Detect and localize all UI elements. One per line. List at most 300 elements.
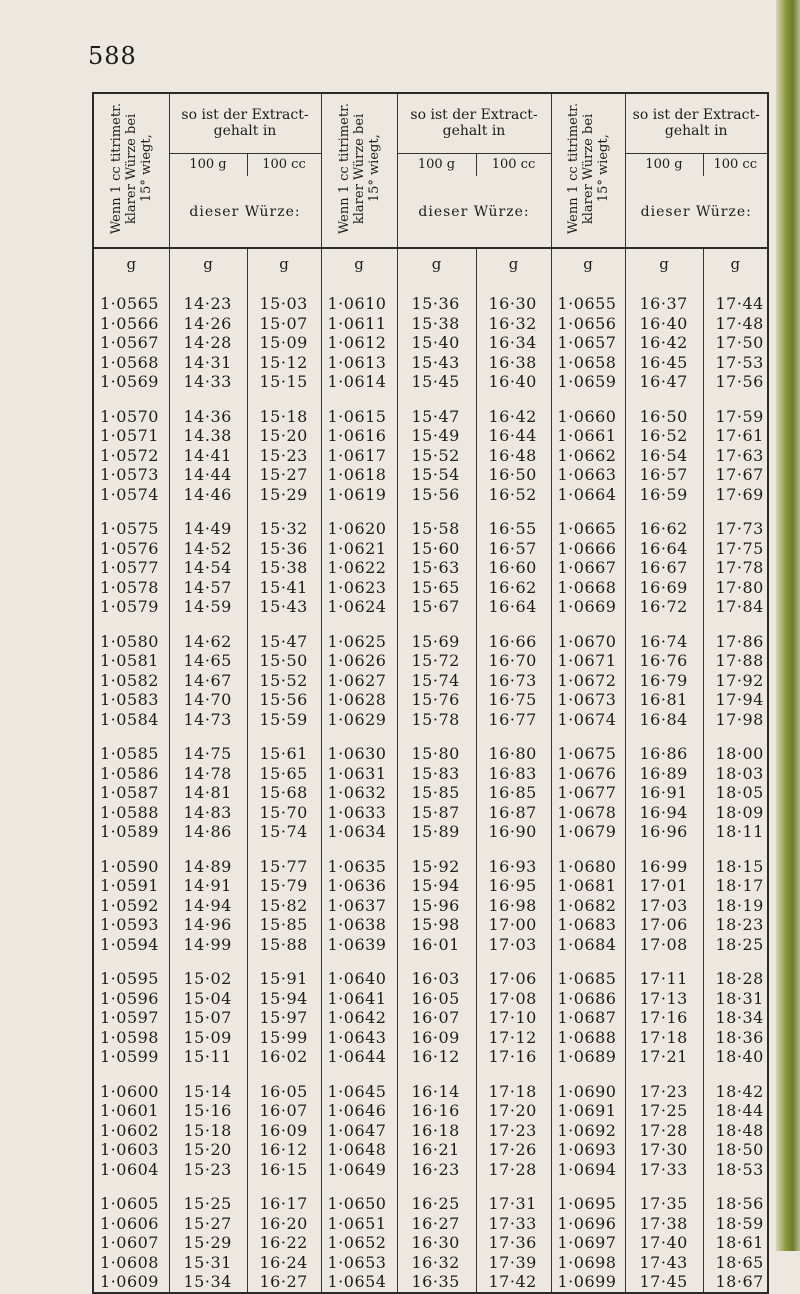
- density-cell: 1·0692: [551, 1121, 625, 1141]
- density-cell: 1·0605: [93, 1194, 169, 1214]
- density-cell: 1·0696: [551, 1214, 625, 1234]
- subheader-100cc: 100 cc: [476, 153, 551, 176]
- extract-100cc-cell: 18·19: [715, 895, 764, 915]
- extract-100cc-cell: 18·61: [715, 1233, 764, 1253]
- spacer-cell: [169, 1067, 247, 1082]
- extract-100cc-cell: 18·53: [715, 1159, 764, 1179]
- extract-100cc-cell: 16·40: [476, 372, 551, 392]
- density-cell: 1·0608: [93, 1253, 169, 1273]
- extract-100g-cell: 15·43: [397, 353, 476, 373]
- spacer-cell: [247, 729, 321, 744]
- density-cell: 1·0682: [551, 896, 625, 916]
- density-cell: 1·0631: [321, 764, 397, 784]
- extract-100cc-cell: 17·42: [476, 1272, 551, 1293]
- table-row: [93, 1140, 768, 1160]
- unit-cell: g: [730, 255, 741, 273]
- extract-100g-cell: 14·99: [169, 935, 247, 955]
- density-cell: 1·0577: [93, 558, 169, 578]
- density-cell: 1·0665: [551, 519, 625, 539]
- table-row: [93, 426, 768, 446]
- density-cell: 1·0617: [321, 446, 397, 466]
- table-row: [93, 446, 768, 466]
- spacer-cell: [551, 279, 625, 294]
- spacer-cell: [703, 392, 768, 407]
- extract-100cc-cell: 17·26: [476, 1140, 551, 1160]
- density-header-2: Wenn 1 cc titrimetr. klarer Würze bei 15° wiegt,: [321, 93, 397, 248]
- density-cell: 1·0660: [551, 407, 625, 427]
- density-cell: 1·0583: [93, 690, 169, 710]
- spacer-cell: [247, 954, 321, 969]
- extract-100g-cell: 14·23: [169, 294, 247, 314]
- density-cell: 1·0677: [551, 783, 625, 803]
- density-cell: 1·0568: [93, 353, 169, 373]
- density-cell: 1·0637: [321, 896, 397, 916]
- extract-100cc-cell: 15·70: [247, 803, 321, 823]
- density-cell: 1·0659: [551, 372, 625, 392]
- density-cell: 1·0566: [93, 314, 169, 334]
- extract-100g-cell: 16·23: [397, 1160, 476, 1180]
- extract-100cc-cell: 15·88: [247, 935, 321, 955]
- extract-100g-cell: 16·74: [625, 632, 703, 652]
- extract-100g-cell: 16·25: [397, 1194, 476, 1214]
- extract-100cc-cell: 18·34: [715, 1008, 764, 1028]
- extract-100cc-cell: 16·09: [247, 1121, 321, 1141]
- extract-100g-cell: 16·86: [625, 744, 703, 764]
- spacer-cell: [703, 729, 768, 744]
- density-cell: 1·0630: [321, 744, 397, 764]
- spacer-cell: [397, 1179, 476, 1194]
- table-row: [93, 1272, 768, 1293]
- density-header-3: Wenn 1 cc titrimetr. klarer Würze bei 15° wiegt,: [551, 93, 625, 248]
- extract-100cc-cell: 17·80: [715, 577, 764, 597]
- extract-100cc-cell: 15·52: [247, 671, 321, 691]
- spacer-cell: [476, 504, 551, 519]
- density-cell: 1·0647: [321, 1121, 397, 1141]
- extract-100g-cell: 16·76: [625, 651, 703, 671]
- table-row: [93, 783, 768, 803]
- density-cell: 1·0690: [551, 1082, 625, 1102]
- extract-100g-cell: 14·41: [169, 446, 247, 466]
- extract-100cc-cell: 17·50: [715, 333, 764, 353]
- block-spacer: [93, 279, 768, 294]
- spacer-cell: [625, 1067, 703, 1082]
- spacer-cell: [247, 392, 321, 407]
- extract-100g-cell: 16·84: [625, 710, 703, 730]
- extract-100cc-cell: 16·73: [476, 671, 551, 691]
- page-number: 588: [88, 42, 137, 70]
- spacer-cell: [169, 729, 247, 744]
- table-row: [93, 1194, 768, 1214]
- extract-100g-cell: 15·80: [397, 744, 476, 764]
- extract-header-3: so ist der Extract- gehalt in: [632, 107, 760, 140]
- extract-100g-cell: 17·30: [625, 1140, 703, 1160]
- extract-100g-cell: 14·62: [169, 632, 247, 652]
- density-cell: 1·0587: [93, 783, 169, 803]
- extract-100g-cell: 14·46: [169, 485, 247, 505]
- extract-100cc-cell: 16·80: [476, 744, 551, 764]
- table-row: [93, 372, 768, 392]
- extract-100cc-cell: 17·86: [715, 631, 764, 651]
- extract-100cc-cell: 16·75: [476, 690, 551, 710]
- extract-100g-cell: 14.38: [169, 426, 247, 446]
- table-row: [93, 1214, 768, 1234]
- extract-100g-cell: 15·78: [397, 710, 476, 730]
- density-cell: 1·0627: [321, 671, 397, 691]
- extract-100cc-cell: 17·53: [715, 352, 764, 372]
- extract-100g-cell: 15·67: [397, 597, 476, 617]
- spacer-cell: [93, 1067, 169, 1082]
- density-cell: 1·0629: [321, 710, 397, 730]
- spacer-cell: [703, 842, 768, 857]
- extract-100g-cell: 17·06: [625, 915, 703, 935]
- table-row: [93, 1160, 768, 1180]
- extract-100g-cell: 16·62: [625, 519, 703, 539]
- unit-cell: g: [321, 248, 397, 279]
- density-cell: 1·0687: [551, 1008, 625, 1028]
- extract-100g-cell: 15·49: [397, 426, 476, 446]
- unit-cell: g: [625, 248, 703, 279]
- extract-100cc-cell: 17·73: [715, 519, 764, 539]
- density-cell: 1·0590: [93, 857, 169, 877]
- extract-100g-cell: 16·50: [625, 407, 703, 427]
- extract-100g-cell: 16·57: [625, 465, 703, 485]
- extract-100cc-cell: 16·98: [476, 896, 551, 916]
- extract-100cc-cell: 18·65: [715, 1252, 764, 1272]
- dieser-wuerze-label: dieser Würze:: [397, 176, 551, 248]
- extract-100cc-cell: 16·20: [247, 1214, 321, 1234]
- extract-100cc-cell: 18·05: [715, 783, 764, 803]
- spacer-cell: [703, 1179, 768, 1194]
- extract-100cc-cell: 16·93: [476, 857, 551, 877]
- extract-100g-cell: 14·36: [169, 407, 247, 427]
- table-row: [93, 597, 768, 617]
- extract-100cc-cell: 15·32: [247, 519, 321, 539]
- spacer-cell: [551, 617, 625, 632]
- density-cell: 1·0602: [93, 1121, 169, 1141]
- extract-100cc-cell: 17·94: [715, 690, 764, 710]
- spacer-cell: [551, 1179, 625, 1194]
- extract-100g-cell: 17·16: [625, 1008, 703, 1028]
- extract-100g-cell: 16·09: [397, 1028, 476, 1048]
- extract-100g-cell: 14·78: [169, 764, 247, 784]
- extract-100g-cell: 14·91: [169, 876, 247, 896]
- extract-100cc-cell: 15·77: [247, 857, 321, 877]
- extract-100g-cell: 16·35: [397, 1272, 476, 1293]
- spacer-cell: [551, 1067, 625, 1082]
- unit-cell: g: [476, 248, 551, 279]
- density-cell: 1·0586: [93, 764, 169, 784]
- spacer-cell: [476, 954, 551, 969]
- spacer-cell: [397, 842, 476, 857]
- page-edge-binding: [776, 0, 800, 1251]
- extract-100cc-cell: 18·15: [715, 856, 764, 876]
- density-cell: 1·0697: [551, 1233, 625, 1253]
- spacer-cell: [169, 504, 247, 519]
- density-cell: 1·0567: [93, 333, 169, 353]
- density-cell: 1·0622: [321, 558, 397, 578]
- extract-100g-cell: 15·83: [397, 764, 476, 784]
- extract-100cc-cell: 16·44: [476, 426, 551, 446]
- extract-100g-cell: 16·67: [625, 558, 703, 578]
- spacer-cell: [247, 842, 321, 857]
- spacer-cell: [703, 617, 768, 632]
- density-cell: 1·0662: [551, 446, 625, 466]
- extract-100g-cell: 15·47: [397, 407, 476, 427]
- density-cell: 1·0626: [321, 651, 397, 671]
- density-header-1: Wenn 1 cc titrimetr. klarer Würze bei 15° wiegt,: [93, 93, 169, 248]
- extract-100cc-cell: 16·85: [476, 783, 551, 803]
- unit-cell: g: [169, 248, 247, 279]
- extract-100g-cell: 15·25: [169, 1194, 247, 1214]
- extract-100g-cell: 16·30: [397, 1233, 476, 1253]
- extract-100cc-cell: 15·20: [247, 426, 321, 446]
- extract-100g-cell: 16·37: [625, 294, 703, 314]
- extract-100cc-cell: 18·23: [715, 915, 764, 935]
- extract-100cc-cell: 17·20: [476, 1101, 551, 1121]
- extract-100cc-cell: 18·03: [715, 763, 764, 783]
- extract-100g-cell: 15·52: [397, 446, 476, 466]
- density-cell: 1·0693: [551, 1140, 625, 1160]
- extract-100g-cell: 14·83: [169, 803, 247, 823]
- extract-100cc-cell: 16·87: [476, 803, 551, 823]
- density-cell: 1·0688: [551, 1028, 625, 1048]
- unit-cell: g: [247, 248, 321, 279]
- table-row: [93, 651, 768, 671]
- density-cell: 1·0661: [551, 426, 625, 446]
- density-cell: 1·0632: [321, 783, 397, 803]
- extract-100g-cell: 17·35: [625, 1194, 703, 1214]
- spacer-cell: [476, 617, 551, 632]
- table-row: [93, 1121, 768, 1141]
- density-cell: 1·0607: [93, 1233, 169, 1253]
- extract-100g-cell: 15·76: [397, 690, 476, 710]
- extract-100g-cell: 15·54: [397, 465, 476, 485]
- density-cell: 1·0619: [321, 485, 397, 505]
- table-row: [93, 485, 768, 505]
- density-cell: 1·0667: [551, 558, 625, 578]
- density-cell: 1·0674: [551, 710, 625, 730]
- table-row: [93, 896, 768, 916]
- density-cell: 1·0610: [321, 294, 397, 314]
- extract-100g-cell: 14·33: [169, 372, 247, 392]
- extract-100cc-cell: 15·29: [247, 485, 321, 505]
- extract-100cc-cell: 17·67: [715, 465, 764, 485]
- extract-100g-cell: 14·31: [169, 353, 247, 373]
- density-cell: 1·0628: [321, 690, 397, 710]
- density-cell: 1·0584: [93, 710, 169, 730]
- density-cell: 1·0589: [93, 822, 169, 842]
- extract-100cc-cell: 16·50: [476, 465, 551, 485]
- spacer-cell: [93, 1179, 169, 1194]
- density-cell: 1·0570: [93, 407, 169, 427]
- density-cell: 1·0646: [321, 1101, 397, 1121]
- extract-100cc-cell: 15·56: [247, 690, 321, 710]
- extract-100cc-cell: 15·27: [247, 465, 321, 485]
- density-cell: 1·0565: [93, 294, 169, 314]
- extract-100g-cell: 15·34: [169, 1272, 247, 1293]
- spacer-cell: [169, 842, 247, 857]
- block-spacer: [93, 504, 768, 519]
- extract-100g-cell: 16·89: [625, 764, 703, 784]
- spacer-cell: [551, 729, 625, 744]
- extract-100g-cell: 15·98: [397, 915, 476, 935]
- spacer-cell: [551, 504, 625, 519]
- extract-100g-cell: 14·94: [169, 896, 247, 916]
- extract-100g-cell: 15·87: [397, 803, 476, 823]
- extract-100g-cell: 14·81: [169, 783, 247, 803]
- density-cell: 1·0593: [93, 915, 169, 935]
- density-cell: 1·0672: [551, 671, 625, 691]
- extract-100cc-cell: 18·36: [715, 1027, 764, 1047]
- density-cell: 1·0668: [551, 578, 625, 598]
- table-row: [93, 690, 768, 710]
- density-cell: 1·0654: [321, 1272, 397, 1293]
- extract-100cc-cell: 15·15: [247, 372, 321, 392]
- table-row: [93, 333, 768, 353]
- extract-100g-cell: 16·52: [625, 426, 703, 446]
- extract-100cc-cell: 16·07: [247, 1101, 321, 1121]
- spacer-cell: [476, 279, 551, 294]
- spacer-cell: [476, 1067, 551, 1082]
- extract-100g-cell: 15·14: [169, 1082, 247, 1102]
- density-cell: 1·0599: [93, 1047, 169, 1067]
- unit-cell: g: [397, 248, 476, 279]
- table-row: [93, 1008, 768, 1028]
- density-cell: 1·0694: [551, 1160, 625, 1180]
- density-cell: 1·0673: [551, 690, 625, 710]
- extract-100g-cell: 15·07: [169, 1008, 247, 1028]
- density-cell: 1·0651: [321, 1214, 397, 1234]
- extract-100g-cell: 14·65: [169, 651, 247, 671]
- density-cell: 1·0623: [321, 578, 397, 598]
- extract-100cc-cell: 17·18: [476, 1082, 551, 1102]
- extract-100cc-cell: 17·84: [715, 597, 764, 617]
- density-cell: 1·0642: [321, 1008, 397, 1028]
- extract-100cc-cell: 15·23: [247, 446, 321, 466]
- extract-100cc-cell: 16·38: [476, 353, 551, 373]
- dieser-wuerze-label: dieser Würze:: [625, 176, 768, 248]
- spacer-cell: [476, 729, 551, 744]
- extract-100g-cell: 16·64: [625, 539, 703, 559]
- density-cell: 1·0595: [93, 969, 169, 989]
- density-cell: 1·0695: [551, 1194, 625, 1214]
- extract-100cc-cell: 18·17: [715, 876, 764, 896]
- table-row: [93, 710, 768, 730]
- density-cell: 1·0597: [93, 1008, 169, 1028]
- spacer-cell: [93, 279, 169, 294]
- density-cell: 1·0572: [93, 446, 169, 466]
- density-cell: 1·0594: [93, 935, 169, 955]
- extract-100cc-cell: 17·98: [715, 709, 764, 729]
- table-row: [93, 294, 768, 314]
- extract-100g-cell: 16·91: [625, 783, 703, 803]
- density-cell: 1·0680: [551, 857, 625, 877]
- density-cell: 1·0675: [551, 744, 625, 764]
- density-cell: 1·0644: [321, 1047, 397, 1067]
- table-row: [93, 1028, 768, 1048]
- spacer-cell: [169, 1179, 247, 1194]
- density-cell: 1·0621: [321, 539, 397, 559]
- density-cell: 1·0670: [551, 632, 625, 652]
- extract-100g-cell: 14·26: [169, 314, 247, 334]
- extract-100g-cell: 17·21: [625, 1047, 703, 1067]
- extract-100cc-cell: 17·44: [715, 294, 764, 314]
- extract-100cc-cell: 15·41: [247, 578, 321, 598]
- density-cell: 1·0636: [321, 876, 397, 896]
- density-cell: 1·0639: [321, 935, 397, 955]
- density-cell: 1·0573: [93, 465, 169, 485]
- extract-100cc-cell: 16·34: [476, 333, 551, 353]
- extract-100g-cell: 14·89: [169, 857, 247, 877]
- density-cell: 1·0643: [321, 1028, 397, 1048]
- density-cell: 1·0609: [93, 1272, 169, 1293]
- extract-100g-cell: 17·08: [625, 935, 703, 955]
- subheader-100g: 100 g: [169, 153, 247, 176]
- extract-100g-cell: 15·85: [397, 783, 476, 803]
- extract-100cc-cell: 15·47: [247, 632, 321, 652]
- extract-100g-cell: 15·40: [397, 333, 476, 353]
- extract-100cc-cell: 16·95: [476, 876, 551, 896]
- spacer-cell: [321, 729, 397, 744]
- extract-100cc-cell: 15·85: [247, 915, 321, 935]
- table-row: [93, 539, 768, 559]
- extract-100cc-cell: 16·70: [476, 651, 551, 671]
- extract-100g-cell: 14·49: [169, 519, 247, 539]
- extract-100g-cell: 16·42: [625, 333, 703, 353]
- density-cell: 1·0650: [321, 1194, 397, 1214]
- extract-100g-cell: 15·36: [397, 294, 476, 314]
- spacer-cell: [321, 954, 397, 969]
- table-row: [93, 744, 768, 764]
- density-cell: 1·0600: [93, 1082, 169, 1102]
- extract-100cc-cell: 17·23: [476, 1121, 551, 1141]
- density-cell: 1·0691: [551, 1101, 625, 1121]
- block-spacer: [93, 392, 768, 407]
- extract-100cc-cell: 16·66: [476, 632, 551, 652]
- extract-100g-cell: 15·09: [169, 1028, 247, 1048]
- spacer-cell: [247, 1067, 321, 1082]
- spacer-cell: [397, 392, 476, 407]
- spacer-cell: [93, 504, 169, 519]
- table-row: [93, 519, 768, 539]
- spacer-cell: [397, 617, 476, 632]
- extract-100g-cell: 16·99: [625, 857, 703, 877]
- spacer-cell: [321, 1067, 397, 1082]
- density-cell: 1·0635: [321, 857, 397, 877]
- extract-100g-cell: 15·58: [397, 519, 476, 539]
- spacer-cell: [625, 504, 703, 519]
- extract-100cc-cell: 17·08: [476, 989, 551, 1009]
- extract-100cc-cell: 17·69: [715, 484, 764, 504]
- spacer-cell: [703, 954, 768, 969]
- table-row: [93, 1047, 768, 1067]
- extract-100cc-cell: 18·40: [715, 1047, 764, 1067]
- spacer-cell: [397, 954, 476, 969]
- spacer-cell: [93, 842, 169, 857]
- extract-100g-cell: 14·44: [169, 465, 247, 485]
- extract-100g-cell: 14·70: [169, 690, 247, 710]
- extract-100g-cell: 15·04: [169, 989, 247, 1009]
- table-row: [93, 558, 768, 578]
- density-cell: 1·0611: [321, 314, 397, 334]
- extract-100g-cell: 17·33: [625, 1160, 703, 1180]
- density-cell: 1·0684: [551, 935, 625, 955]
- extract-100cc-cell: 16·12: [247, 1140, 321, 1160]
- density-cell: 1·0666: [551, 539, 625, 559]
- spacer-cell: [247, 504, 321, 519]
- density-cell: 1·0578: [93, 578, 169, 598]
- extract-100g-cell: 15·45: [397, 372, 476, 392]
